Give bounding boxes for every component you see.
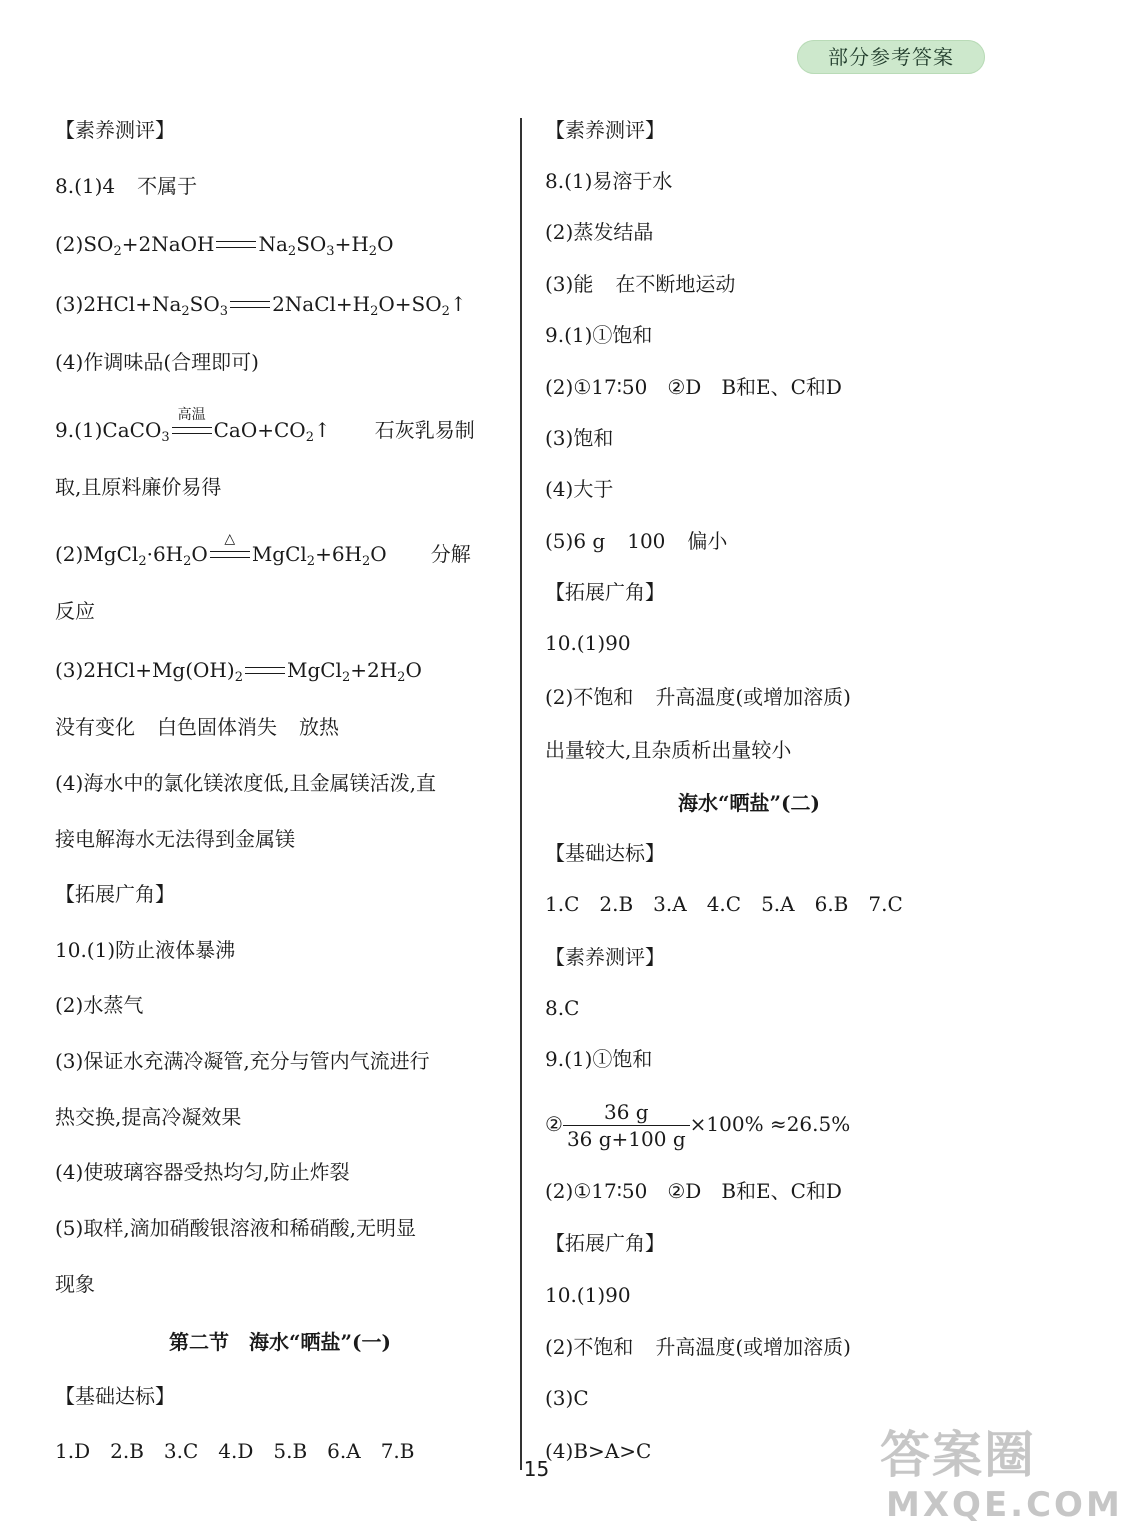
answer-9-2-equation: $(2)MgCl_2\cdot 6H_2O$ △ $MgCl_2+6H_2O$ 分解 <box>55 531 471 569</box>
answer-9-3-observations: 没有变化 白色固体消失 放热 <box>55 715 339 739</box>
watermark-logo: 答案圈 MXQE.COM <box>880 1426 1123 1525</box>
answer-9-2-type: 反应 <box>55 599 95 623</box>
answer-9-3: (3)饱和 <box>545 426 614 450</box>
answer-9-3-equation: $(3)2HCl+Mg(OH)_2$ $MgCl_2+2H_2O$ <box>55 658 422 685</box>
column-divider <box>520 118 522 1470</box>
answer-10-4: (4)使玻璃容器受热均匀,防止炸裂 <box>55 1160 350 1184</box>
section-badge: 部分参考答案 <box>797 40 985 74</box>
answer-9-1-equation: 9.(1)CaCO$_3$ 高温 $CaO+CO_2↑$ 石灰乳易制 <box>55 407 475 445</box>
heading-basic: 【基础达标】 <box>545 841 665 865</box>
section-title-salt-1: 第二节 海水“晒盐”(一) <box>169 1330 391 1354</box>
answer-10-3: (3)C <box>545 1386 589 1410</box>
answer-10-5-line2: 现象 <box>55 1272 95 1296</box>
answer-8-1: 8.(1)4 不属于 <box>55 174 198 198</box>
answer-9-1: 9.(1)①饱和 <box>545 323 653 347</box>
answer-9-5: (5)6 g 100 偏小 <box>545 529 728 553</box>
answer-8-1: 8.(1)易溶于水 <box>545 169 673 193</box>
answer-10-2: (2)水蒸气 <box>55 993 144 1017</box>
answer-10-1: 10.(1)90 <box>545 631 631 655</box>
answer-8-4: (4)作调味品(合理即可) <box>55 350 259 374</box>
fraction: $\frac{36 g}{36 g+100 g}$ <box>563 1099 690 1152</box>
answer-8: 8.C <box>545 996 580 1020</box>
heading-extension: 【拓展广角】 <box>55 882 175 906</box>
answer-9-4-line1: (4)海水中的氯化镁浓度低,且金属镁活泼,直 <box>55 771 437 795</box>
heading-extension: 【拓展广角】 <box>545 580 665 604</box>
heading-literacy-2: 【素养测评】 <box>545 945 665 969</box>
answer-10-1: 10.(1)90 <box>545 1283 631 1307</box>
answer-9-2: (2)①17∶50 ②D B和E、C和D <box>545 1179 842 1203</box>
answer-10-3-line1: (3)保证水充满冷凝管,充分与管内气流进行 <box>55 1049 430 1073</box>
answer-10-2-line1: (2)不饱和 升高温度(或增加溶质) <box>545 685 851 709</box>
answer-10-2: (2)不饱和 升高温度(或增加溶质) <box>545 1335 851 1359</box>
answer-9-2: (2)①17∶50 ②D B和E、C和D <box>545 375 842 399</box>
answer-10-2-line2: 出量较大,且杂质析出量较小 <box>545 738 792 762</box>
answers-1-7: 1.D 2.B 3.C 4.D 5.B 6.A 7.B <box>55 1439 415 1463</box>
answer-9-4-line2: 接电解海水无法得到金属镁 <box>55 827 295 851</box>
answer-10-5-line1: (5)取样,滴加硝酸银溶液和稀硝酸,无明显 <box>55 1216 417 1240</box>
answer-10-1: 10.(1)防止液体暴沸 <box>55 938 236 962</box>
answer-8-2: (2)蒸发结晶 <box>545 220 654 244</box>
section-title-salt-2: 海水“晒盐”(二) <box>678 791 820 815</box>
answers-1-7: 1.C 2.B 3.A 4.C 5.A 6.B 7.C <box>545 892 903 916</box>
answer-10-3-line2: 热交换,提高冷凝效果 <box>55 1105 242 1129</box>
answer-9-1-reason: 取,且原料廉价易得 <box>55 475 222 499</box>
heading-basic: 【基础达标】 <box>55 1384 175 1408</box>
answer-9-4: (4)大于 <box>545 477 614 501</box>
answer-8-3: (3)能 在不断地运动 <box>545 272 736 296</box>
gas-arrow-icon: ↑ <box>449 292 467 316</box>
heading-literacy: 【素养测评】 <box>545 118 665 142</box>
answer-8-3-equation: $(3)2HCl+Na_2SO_3$ $2NaCl+H_2O+SO_2↑$ <box>55 292 467 319</box>
answer-9-calculation: ② $\frac{36 g}{36 g+100 g}$ ×100% ≈26.5% <box>545 1100 851 1151</box>
answer-10-4: (4)B>A>C <box>545 1439 652 1463</box>
heading-literacy: 【素养测评】 <box>55 118 175 142</box>
answer-8-2-equation: $(2)SO_2+2NaOH$ $Na_2SO_3+H_2O$ <box>55 232 394 259</box>
gas-arrow-icon: ↑ <box>314 418 331 442</box>
heading-extension-2: 【拓展广角】 <box>545 1231 665 1255</box>
page-number: 15 <box>523 1457 550 1481</box>
answer-9-1: 9.(1)①饱和 <box>545 1047 653 1071</box>
